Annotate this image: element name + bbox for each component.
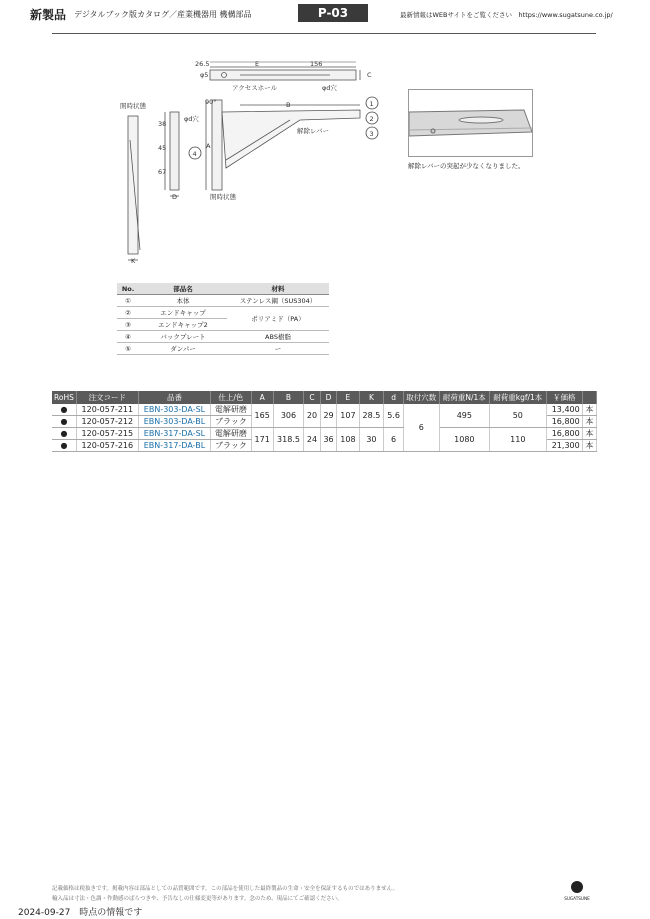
part-number-link[interactable]: EBN-317-DA-BL [138,440,211,452]
svg-text:K: K [131,257,136,265]
technical-drawing [0,0,650,280]
svg-text:38: 38 [158,120,167,128]
table-row: ④ バックプレート ABS樹脂 [117,331,329,343]
svg-text:φd穴: φd穴 [184,115,199,123]
svg-text:A: A [206,142,211,150]
header-note: 最新情報はWEBサイトをご覧ください https://www.sugatsune.co.jp/ [400,11,613,19]
sugatsune-logo [563,880,591,902]
svg-text:開時状態: 開時状態 [210,193,236,201]
svg-text:90°: 90° [205,98,217,106]
part-number-link[interactable]: EBN-303-DA-BL [138,416,211,428]
detail-photo [408,89,533,157]
svg-text:2: 2 [369,115,374,123]
table-row: ● 120-057-211 EBN-303-DA-SL 電解研磨 165 306 20 29 107 28.5 5.6 6 495 50 13,400 本 [52,404,597,416]
svg-text:45: 45 [158,144,167,152]
svg-text:1: 1 [369,100,374,108]
svg-text:D: D [172,193,178,201]
photo-caption: 解除レバーの突起が少なくなりました。 [408,162,525,170]
page-number: P-03 [298,4,368,22]
table-row: ● 120-057-215 EBN-317-DA-SL 電解研磨 171 318.5 24 36 108 30 6 1080 110 16,800 本 [52,428,597,440]
spec-table: RoHS 注文コード 品番 仕上/色 A B C D E K d 取付穴数 耐荷重N/1本 耐荷重kgf/1本 ￥価格 ● 120-057-211 EBN-303-DA-SL 電解研磨 165 306 20 29 107 28.5 5.6 6 495 50 13,400 本 ● 120-057-212 EBN-303-DA-BL ブラック 16,800 本 ● 120-057-215 EBN-317-DA-SL 電解研磨 171 318.5 24 36 108 30 6 1080 110 16,800 本 ● 120-057-216 EBN-317-DA-BL ブラック 21,300 本 [52,391,597,452]
footer-note-2: 輸入品は寸法・色調・作動感のばらつきや、予告なしの仕様変更等があります。念のため、現品にてご確認ください。 [52,896,343,902]
svg-text:SUGATSUNE: SUGATSUNE [564,896,590,901]
table-row: ● 120-057-216 EBN-317-DA-BL ブラック 21,300 本 [52,440,597,452]
svg-text:E: E [255,60,260,68]
svg-text:26.5: 26.5 [195,60,210,68]
table-row: ① 本体 ステンレス鋼（SUS304） [117,295,329,307]
table-row: ⑤ ダンパー ー [117,343,329,355]
svg-text:アクセスホール: アクセスホール [232,84,278,92]
parts-header-no: No. [117,283,139,295]
table-row: ● 120-057-212 EBN-303-DA-BL ブラック 16,800 本 [52,416,597,428]
header-subtitle: デジタルブック版カタログ／産業機器用 機構部品 [74,10,252,19]
svg-text:開時状態: 開時状態 [120,102,146,110]
footer-date: 2024-09-27 時点の情報です [18,908,143,918]
header-title: 新製品 [30,8,67,22]
parts-header-name: 部品名 [139,283,227,295]
svg-text:φd穴: φd穴 [322,84,337,92]
svg-text:4: 4 [192,150,197,158]
table-row: ③ エンドキャップ2 [117,319,329,331]
svg-text:156: 156 [310,60,323,68]
svg-text:B: B [286,101,291,109]
part-number-link[interactable]: EBN-303-DA-SL [138,404,211,416]
svg-text:67: 67 [158,168,167,176]
svg-text:3: 3 [369,130,374,138]
svg-text:解除レバー: 解除レバー [297,127,330,135]
parts-header-material: 材料 [227,283,329,295]
footer-note-1: 記載価格は税抜きです。掲載内容は部品としての品質範囲です。この部品を使用した最終製品の生命・安全を保証するものではありません。 [52,886,398,892]
part-number-link[interactable]: EBN-317-DA-SL [138,428,211,440]
svg-text:φ5: φ5 [200,71,209,79]
parts-table [117,283,329,355]
table-row: ② エンドキャップ ポリアミド（PA） [117,307,329,319]
svg-text:C: C [367,71,372,79]
